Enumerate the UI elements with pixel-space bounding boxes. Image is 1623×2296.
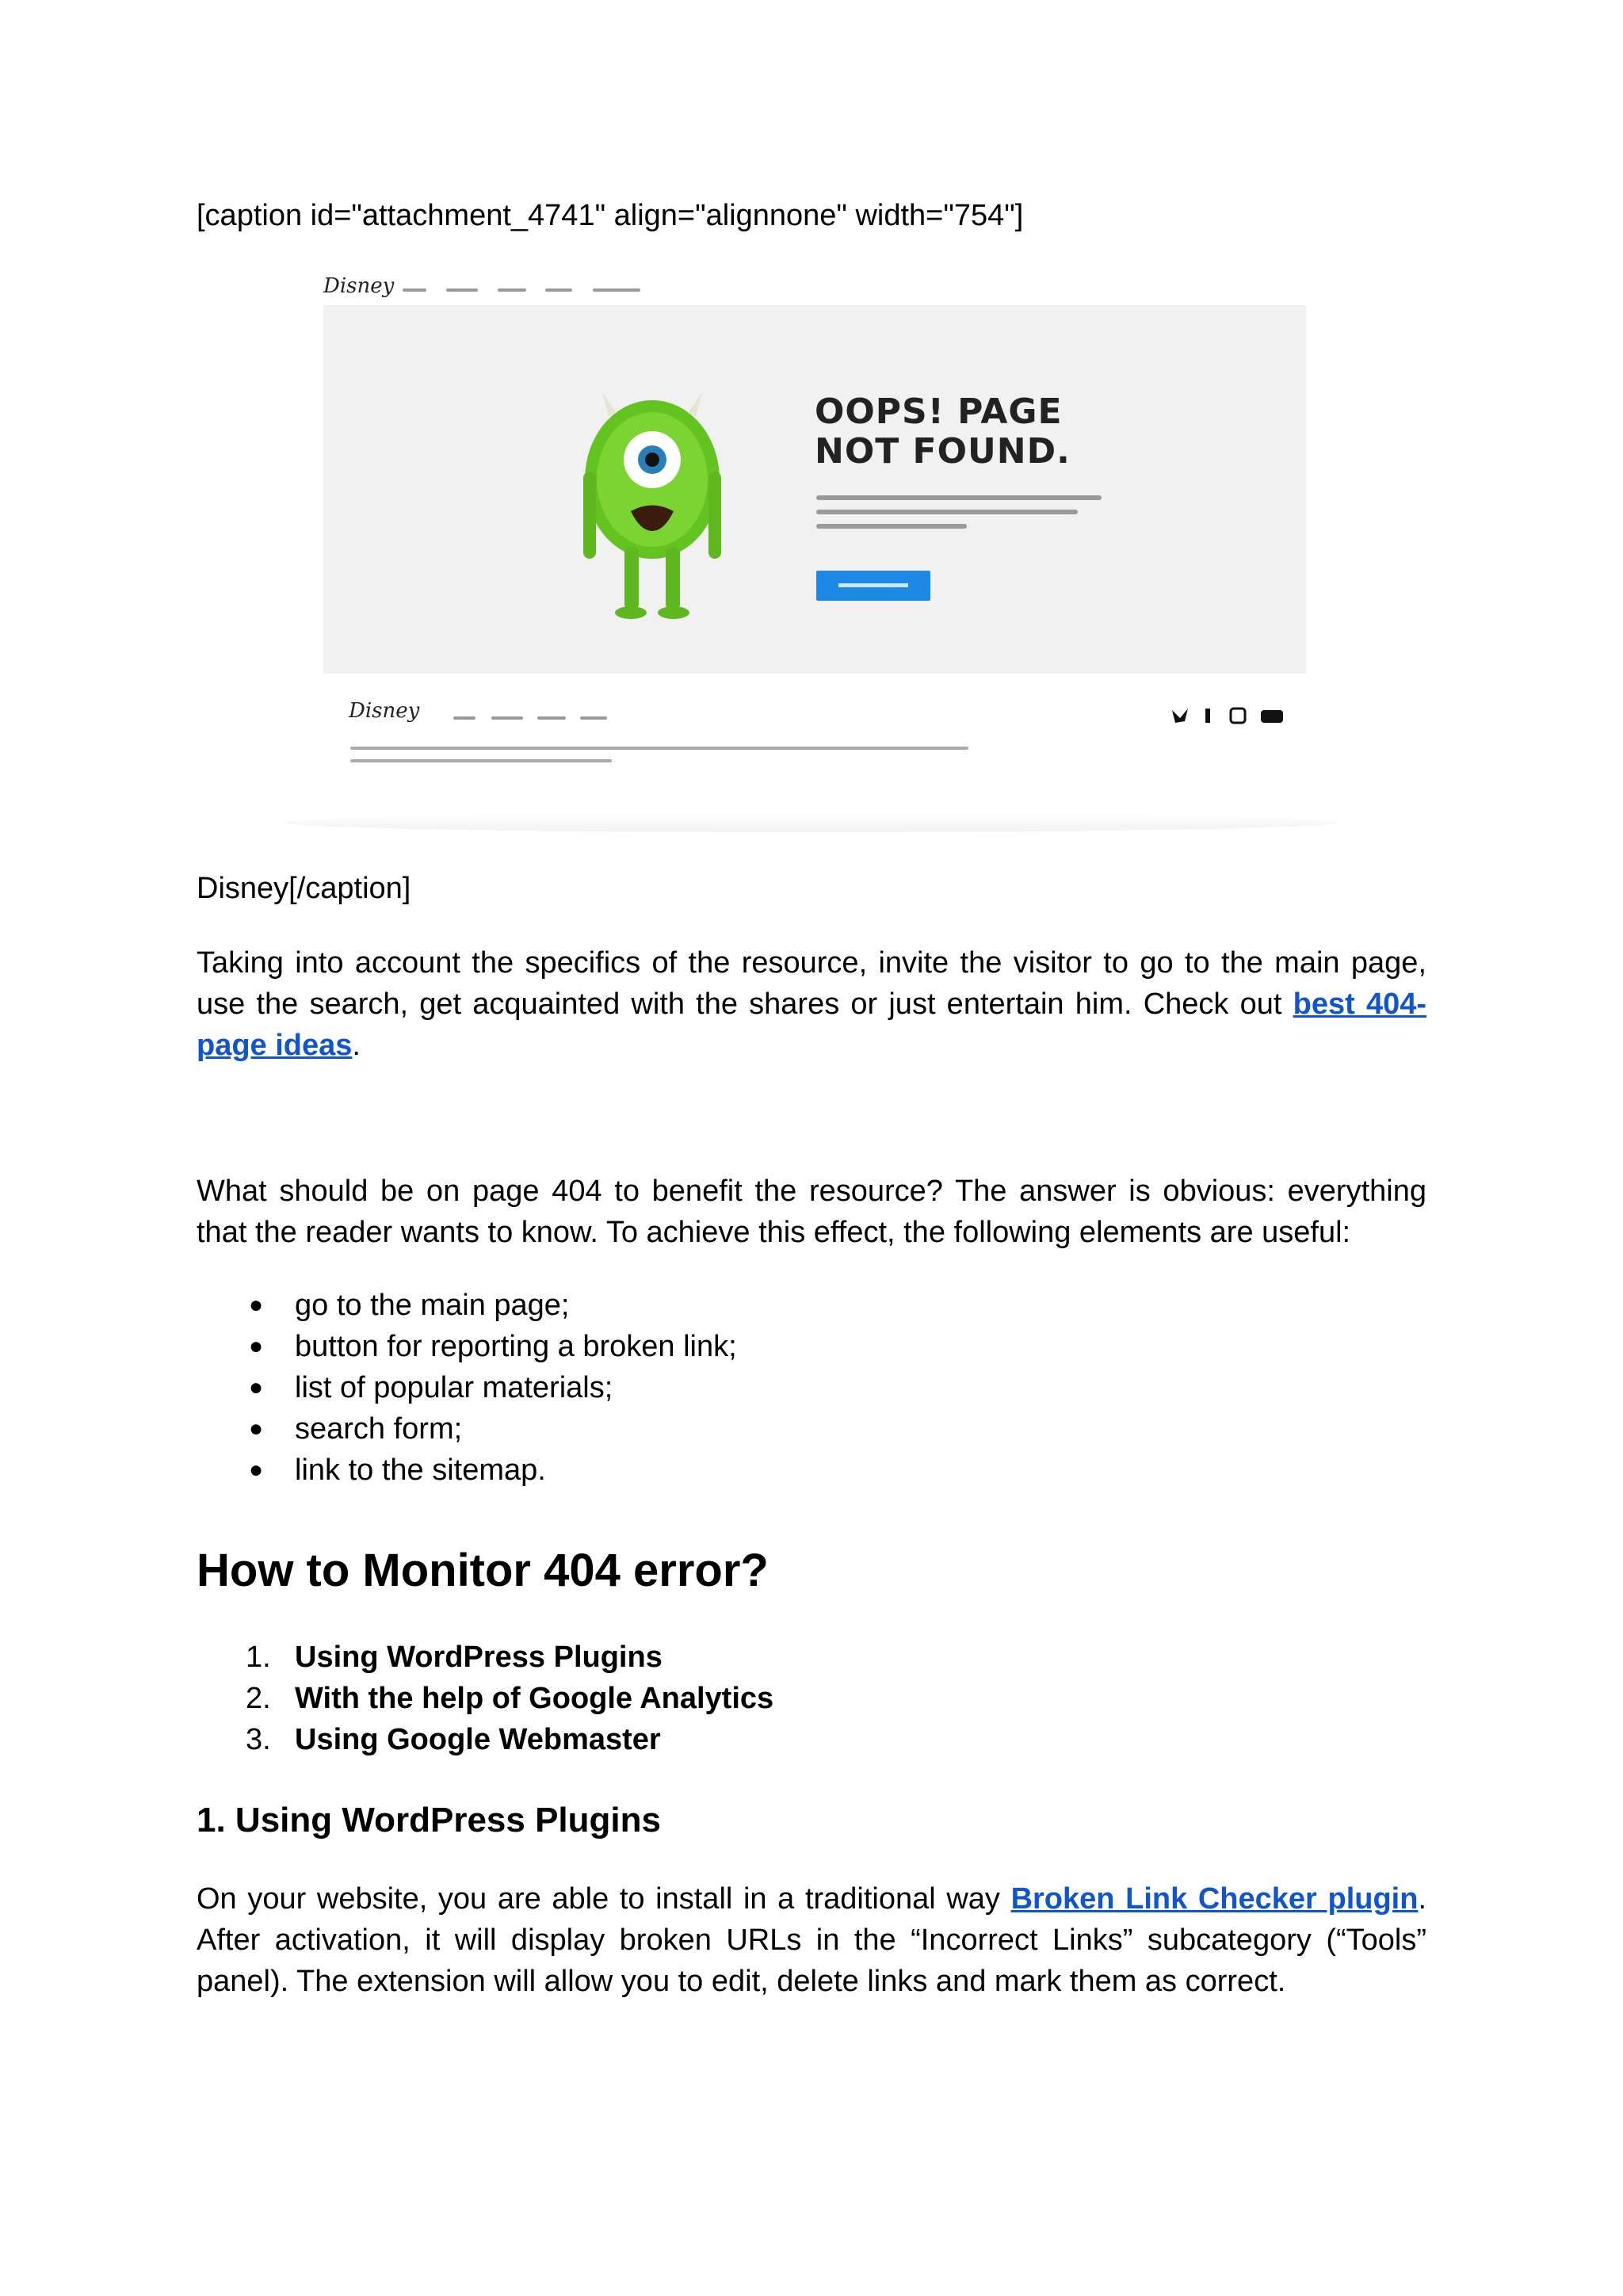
list-item [197,1450,737,1491]
bullet-icon: ● [249,1374,264,1400]
nav-link [403,288,426,292]
footer-nav-link [580,716,607,720]
paragraph-end: . After activation, it will display broken URLs in the “Incorrect Links” subcategory (“Tools” panel). The extension will allow you to edit, delete links and mark them as correct. [197,1882,1427,1998]
facebook-icon [1205,709,1210,723]
list-item-text: button for reporting a broken link; [295,1330,737,1363]
oops-title-line-1: OOPS! PAGE [815,392,1063,432]
list-item [197,1285,737,1326]
methods-list [197,1637,773,1760]
disney-logo: Disney [323,274,395,298]
list-item [197,1408,737,1450]
screenshot-hero [323,305,1306,674]
footer-text-line [350,759,612,762]
screenshot-header [323,269,1306,309]
bullet-icon: ● [249,1333,264,1359]
oops-description-line [816,510,1078,514]
footer-text-line [350,747,968,750]
paragraph-broken-link-checker [197,1878,1426,2002]
nav-link [545,288,572,292]
nav-link [593,288,640,292]
oops-description-line [816,524,967,529]
heading-wordpress-plugins: 1. Using WordPress Plugins [197,1801,661,1839]
heading-monitor-404: How to Monitor 404 error? [197,1545,769,1596]
youtube-icon [1261,710,1283,723]
list-item-text: Using WordPress Plugins [295,1641,663,1674]
nav-link [446,288,478,292]
bullet-icon: ● [249,1415,264,1442]
paragraph-elements: What should be on page 404 to benefit the resource? The answer is obvious: everything that the reader wants to know. To achieve this effect, the following elements are useful: [197,1175,1426,1249]
footer-nav-link [491,716,523,720]
list-item [197,1326,737,1367]
paragraph-text: On your website, you are able to install in a traditional way [197,1882,1011,1916]
broken-link-checker-link[interactable]: Broken Link Checker plugin [1010,1882,1419,1916]
mike-wazowski-image [561,384,743,622]
list-item-text: link to the sitemap. [295,1454,546,1487]
footer-nav-link [537,716,566,720]
list-number: 2. [246,1682,271,1715]
oops-description-line [816,495,1102,500]
disney-404-screenshot [285,262,1339,832]
list-item-text: go to the main page; [295,1289,570,1322]
paragraph-intro [197,942,1426,1066]
back-home-button [816,571,930,601]
list-item [197,1637,773,1678]
footer-nav-link [453,716,475,720]
list-item-text: search form; [295,1412,463,1446]
list-item-text: With the help of Google Analytics [295,1682,774,1715]
oops-title [815,392,1071,472]
bullet-icon: ● [249,1292,264,1318]
paragraph-intro-text: Taking into account the specifics of the resource, invite the visitor to go to the main page, use the search, get acquainted with the shares or just entertain him. Check out [197,946,1426,1021]
list-item-text: Using Google Webmaster [295,1723,661,1756]
nav-link [498,288,526,292]
paragraph-intro-end: . [352,1029,361,1062]
social-icons [1169,704,1296,728]
caption-close: Disney[/caption] [197,872,411,905]
instagram-icon [1231,709,1245,723]
list-item [197,1719,773,1760]
footer-disney-logo: Disney [349,699,420,723]
list-item [197,1678,773,1719]
caption-open: [caption id="attachment_4741" align="alignnone" width="754"] [197,199,1024,232]
list-item-text: list of popular materials; [295,1371,613,1404]
figure-shadow [285,813,1339,832]
list-number: 3. [246,1723,271,1756]
useful-elements-list [197,1285,737,1491]
oops-title-line-2: NOT FOUND. [815,431,1071,472]
list-item [197,1367,737,1408]
best-404-ideas-link[interactable]: best 404-page ideas [197,988,1426,1062]
bullet-icon: ● [249,1457,264,1483]
list-number: 1. [246,1641,271,1674]
twitter-icon [1172,709,1188,723]
